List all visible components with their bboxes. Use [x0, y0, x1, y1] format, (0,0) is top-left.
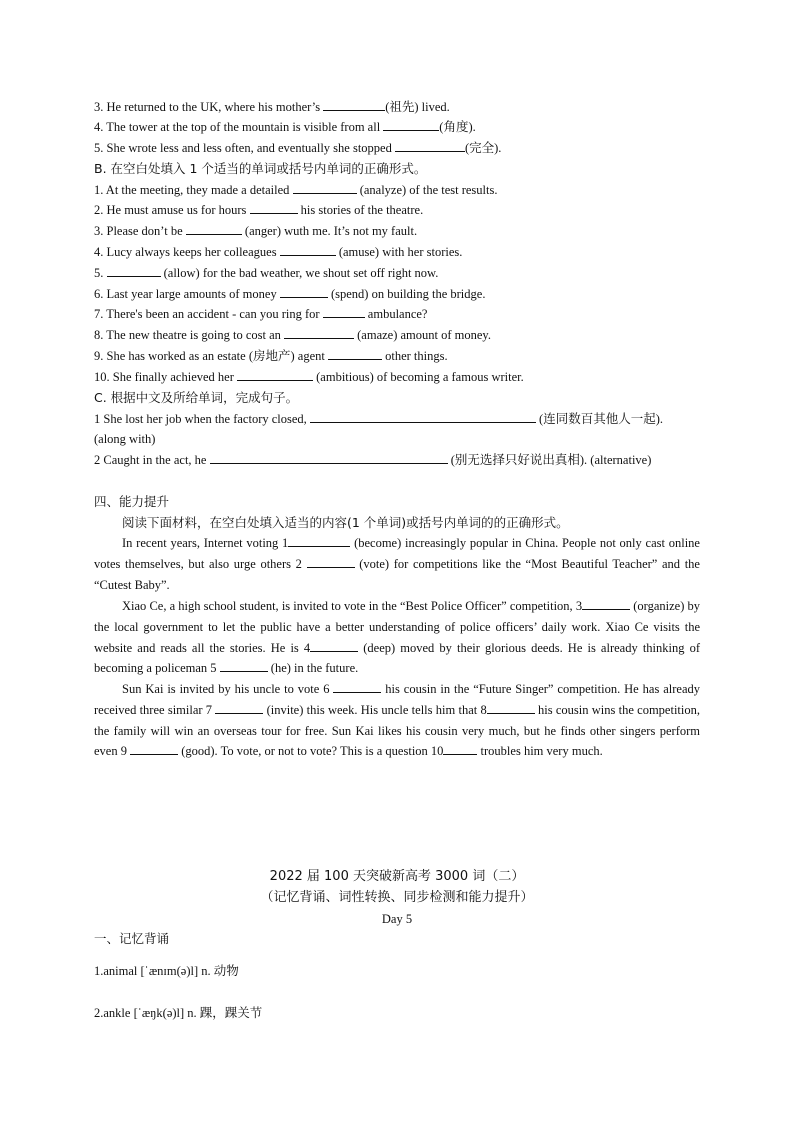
exercise-b-7: 7. There's been an accident - can you ring for ambulance?: [94, 307, 428, 321]
answer-blank[interactable]: [210, 452, 448, 464]
exercise-c-1-hint: (along with): [94, 432, 156, 446]
passage-paragraph-1: In recent years, Internet voting 1 (become) increasingly popular in China. People not only cast online votes themselves, but also urge others 2 (vote) for competitions like the “Most Beautiful Teacher” and the “Cutest Baby”.: [94, 536, 700, 592]
exercise-b-5: 5. (allow) for the bad weather, we shout set off right now.: [94, 266, 439, 280]
passage-blank-1[interactable]: [288, 535, 350, 547]
passage-blank-6[interactable]: [333, 681, 381, 693]
answer-blank[interactable]: [280, 244, 336, 256]
exercise-b-3: 3. Please don’t be (anger) wuth me. It’s not my fault.: [94, 224, 418, 238]
section-c-heading: C. 根据中文及所给单词，完成句子。: [94, 390, 299, 405]
exercise-b-2: 2. He must amuse us for hours his stories of the theatre.: [94, 203, 424, 217]
exercise-b-4: 4. Lucy always keeps her colleagues (amuse) with her stories.: [94, 245, 463, 259]
answer-blank[interactable]: [310, 411, 536, 423]
passage-blank-9[interactable]: [130, 743, 178, 755]
passage-paragraph-3: Sun Kai is invited by his uncle to vote 6 his cousin in the “Future Singer” competition. He has already received three similar 7 (invite) this week. His uncle tells him that 8 his cousin wins the competition, the family will win an overseas tour for free. Sun Kai likes his cousin very much, but he finds other singers perform even 9 (good). To vote, or not to vote? This is a question 10 troubles him very much.: [94, 682, 701, 759]
exercise-a-4: 4. The tower at the top of the mountain is visible from all (角度).: [94, 120, 476, 134]
answer-blank[interactable]: [293, 182, 357, 194]
passage-blank-3[interactable]: [582, 598, 630, 610]
passage-paragraph-2: Xiao Ce, a high school student, is invited to vote in the “Best Police Officer” competition, 3 (organize) by the local government to let the public have a better understanding of police officers’ daily work. Xiao Ce visits the website and reads all the stories. He is 4 (deep) moved by their glorious deeds. He is already thinking of becoming a policeman 5 (he) in the future.: [94, 599, 701, 676]
passage-blank-10[interactable]: [443, 743, 477, 755]
exercise-b-6: 6. Last year large amounts of money (spend) on building the bridge.: [94, 287, 486, 301]
vocab-item: 1.animal [ˈænɪm(ə)l] n. 动物: [94, 964, 239, 978]
part4-heading: 四、能力提升: [94, 494, 170, 509]
day-title: 2022 届 100 天突破新高考 3000 词（二）: [269, 869, 525, 884]
answer-blank[interactable]: [323, 306, 365, 318]
exercise-b-8: 8. The new theatre is going to cost an (amaze) amount of money.: [94, 328, 491, 342]
vocab-item: 2.ankle [ˈæŋk(ə)l] n. 踝，踝关节: [94, 1006, 263, 1020]
passage-blank-5[interactable]: [220, 660, 268, 672]
exercise-a-5: 5. She wrote less and less often, and eventually she stopped (完全).: [94, 141, 502, 155]
answer-blank[interactable]: [395, 140, 465, 152]
answer-blank[interactable]: [186, 223, 242, 235]
answer-blank[interactable]: [383, 119, 439, 131]
section-b-heading: B. 在空白处填入 1 个适当的单词或括号内单词的正确形式。: [94, 161, 427, 176]
passage-blank-8[interactable]: [487, 702, 535, 714]
exercise-a-3: 3. He returned to the UK, where his mother’s (祖先) lived.: [94, 100, 450, 114]
answer-blank[interactable]: [250, 202, 298, 214]
exercise-b-9: 9. She has worked as an estate (房地产) agent other things.: [94, 349, 448, 363]
day-number: Day 5: [381, 912, 413, 926]
exercise-c-1: 1 She lost her job when the factory closed, (连同数百其他人一起).: [94, 412, 663, 426]
answer-blank[interactable]: [284, 327, 354, 339]
passage-blank-7[interactable]: [215, 702, 263, 714]
part1-heading: 一、记忆背诵: [94, 931, 170, 946]
exercise-b-10: 10. She finally achieved her (ambitious) of becoming a famous writer.: [94, 370, 524, 384]
answer-blank[interactable]: [280, 286, 328, 298]
answer-blank[interactable]: [328, 348, 382, 360]
exercise-b-1: 1. At the meeting, they made a detailed (analyze) of the test results.: [94, 183, 498, 197]
day-subtitle: （记忆背诵、词性转换、同步检测和能力提升）: [260, 890, 534, 905]
answer-blank[interactable]: [237, 369, 313, 381]
passage-blank-4[interactable]: [310, 640, 358, 652]
answer-blank[interactable]: [107, 265, 161, 277]
passage-blank-2[interactable]: [307, 556, 355, 568]
answer-blank[interactable]: [323, 99, 385, 111]
exercise-c-2: 2 Caught in the act, he (别无选择只好说出真相). (alternative): [94, 453, 652, 467]
part4-instruction: 阅读下面材料，在空白处填入适当的内容(1 个单词)或括号内单词的的正确形式。: [122, 515, 569, 530]
